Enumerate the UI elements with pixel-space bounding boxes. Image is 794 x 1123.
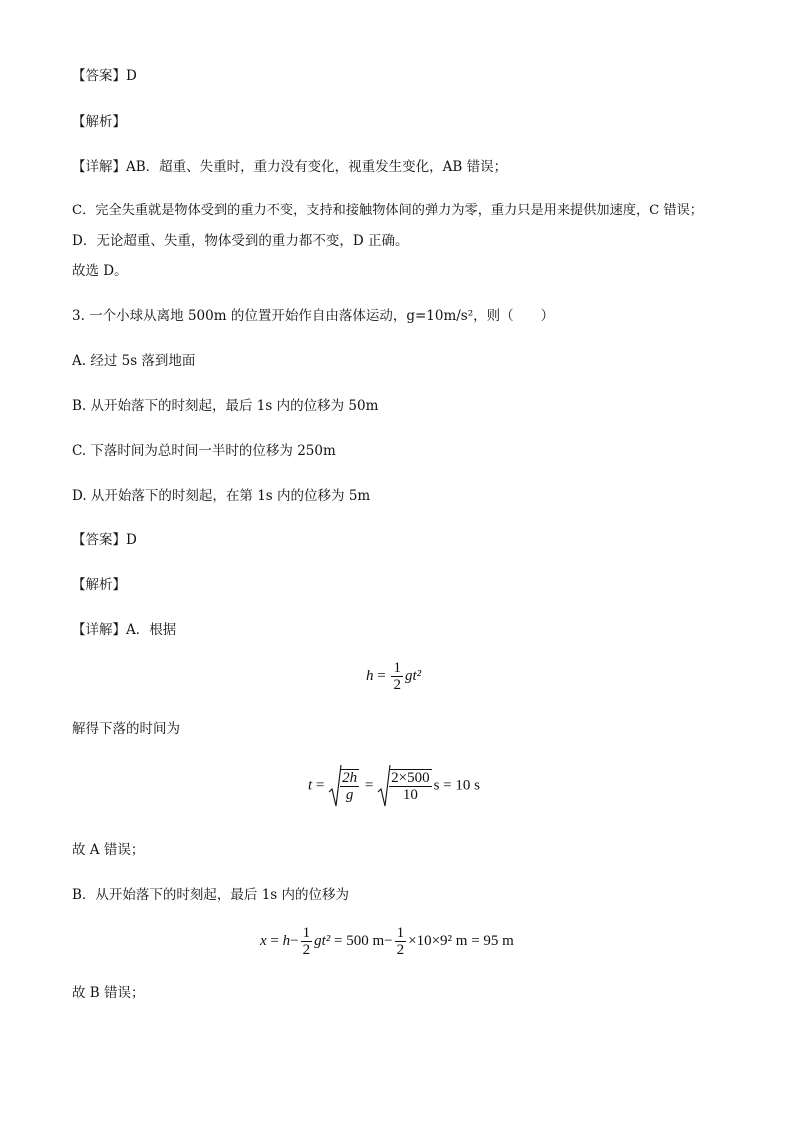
detail-line-c: C．完全失重就是物体受到的重力不变，支持和接触物体间的弹力为零，重力只是用来提供加速度，C 错误； — [72, 203, 703, 218]
eq1-num: 1 — [393, 660, 401, 676]
option-d: D. 从开始落下的时刻起，在第 1s 内的位移为 5m — [72, 488, 371, 504]
b-intro-text: B．从开始落下的时刻起，最后 1s 内的位移为 — [72, 887, 350, 903]
solve-time-text: 解得下落的时间为 — [72, 721, 180, 737]
a-wrong-text: 故 A 错误； — [72, 842, 145, 858]
eq3-den: 2 — [302, 942, 311, 958]
equation-displacement: x = h− $\frac{1}{2}$ gt² = 500 m− $\frac{1}{2}$ ×10×9² m = 95 m — [260, 925, 514, 958]
eq2-den1: g — [345, 787, 354, 803]
eq1-den: 2 — [393, 677, 401, 693]
detail-line-ab: 【详解】AB．超重、失重时，重力没有变化，视重发生变化，AB 错误； — [72, 159, 508, 175]
eq1-rhs: gt² — [404, 667, 422, 684]
option-a: A. 经过 5s 落到地面 — [72, 353, 196, 369]
detail-line-d: D．无论超重、失重，物体受到的重力都不变，D 正确。 — [72, 233, 409, 249]
detail-line-a: 【详解】A．根据 — [72, 622, 177, 638]
eq2-lhs: t — [308, 777, 313, 794]
eq3-mid: 500 m — [346, 932, 385, 949]
option-b: B. 从开始落下的时刻起，最后 1s 内的位移为 50m — [72, 398, 379, 414]
eq1-fraction — [391, 660, 403, 693]
eq3-fraction-2 — [395, 925, 407, 958]
equation-time: t = $\frac{2h}{g}$ = $\frac{2\times 500}{10}$ s = 10 s — [308, 764, 480, 808]
answer-label-1: 【答案】D — [72, 68, 137, 84]
eq3-fraction-1 — [301, 925, 313, 958]
b-wrong-text: 故 B 错误； — [72, 985, 145, 1001]
eq2-result: s = 10 s — [433, 777, 480, 794]
eq3-den2: 2 — [396, 942, 405, 958]
eq3-h: h — [282, 932, 291, 949]
eq3-tail: ×10×9² m = 95 m — [408, 932, 514, 949]
eq2-fraction-2 — [389, 769, 431, 803]
equation-free-fall: h = $\frac{1}{2}$ gt² — [366, 660, 422, 693]
eq3-gt: gt² — [314, 932, 331, 949]
eq2-num2: 2×500 — [391, 770, 430, 786]
answer-label-2: 【答案】D — [72, 532, 137, 548]
eq2-den2: 10 — [402, 787, 418, 803]
eq1-lhs: h — [366, 667, 374, 684]
eq3-num: 1 — [302, 925, 311, 941]
question-3: 3. 一个小球从离地 500m 的位置开始作自由落体运动，g=10m/s²，则（ ） — [72, 308, 555, 324]
conclusion-1: 故选 D。 — [72, 263, 128, 279]
eq3-lhs: x — [260, 932, 267, 949]
analysis-label-1: 【解析】 — [72, 114, 126, 130]
eq3-num2: 1 — [396, 925, 405, 941]
eq2-fraction-1 — [340, 769, 359, 803]
eq2-num1: 2h — [342, 770, 358, 786]
analysis-label-2: 【解析】 — [72, 577, 126, 593]
option-c: C. 下落时间为总时间一半时的位移为 250m — [72, 443, 336, 459]
